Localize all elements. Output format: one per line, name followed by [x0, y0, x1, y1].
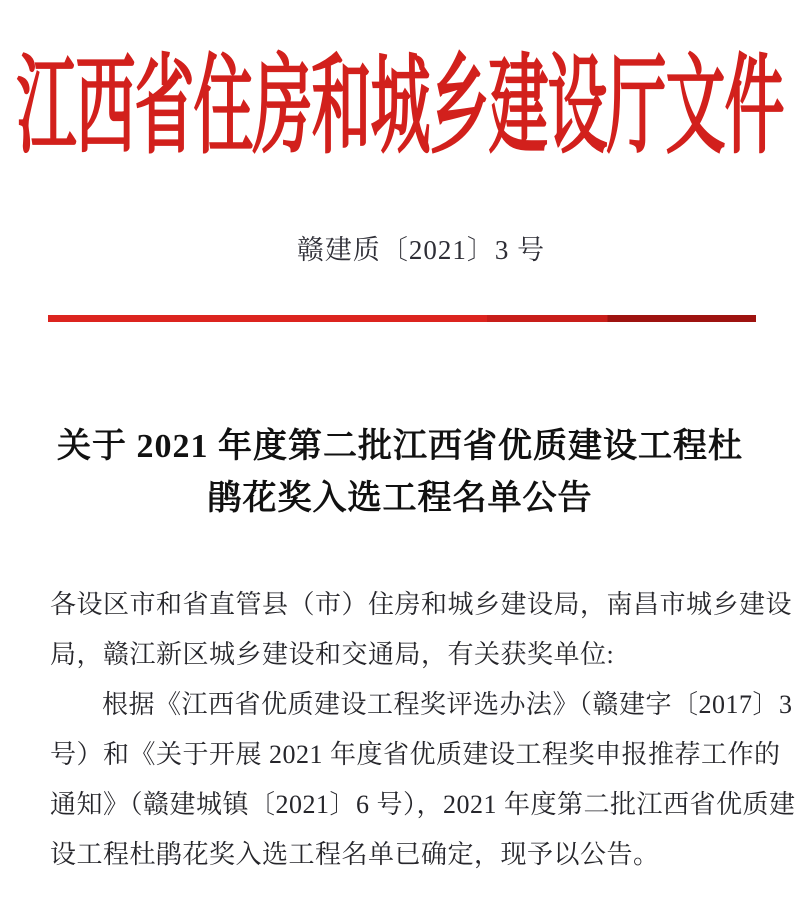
salutation-line-1: 各设区市和省直管县（市）住房和城乡建设局，南昌市城乡建设 [50, 590, 793, 619]
document-title-line-1: 关于 2021 年度第二批江西省优质建设工程杜 [57, 428, 743, 465]
doc-number: 赣建质〔2021〕3 号 [296, 235, 546, 265]
agency-masthead [0, 46, 800, 167]
agency-masthead-text: 江西省住房和城乡建设厅文件 [16, 47, 784, 167]
paragraph-line-3: 通知》（赣建城镇〔2021〕6 号），2021 年度第二批江西省优质建 [50, 790, 796, 819]
paragraph-line-2: 号）和《关于开展 2021 年度省优质建设工程奖申报推荐工作的 [50, 740, 781, 769]
paragraph-line-4: 设工程杜鹃花奖入选工程名单已确定，现予以公告。 [50, 840, 660, 869]
document-title [0, 421, 800, 525]
paragraph-line-1: 根据《江西省优质建设工程奖评选办法》（赣建字〔2017〕3 [102, 690, 793, 719]
document-body [50, 580, 796, 880]
document-title-line-2: 鹃花奖入选工程名单公告 [207, 480, 593, 517]
red-divider-rule [48, 315, 756, 322]
salutation-line-2: 局，赣江新区城乡建设和交通局，有关获奖单位: [50, 640, 615, 669]
